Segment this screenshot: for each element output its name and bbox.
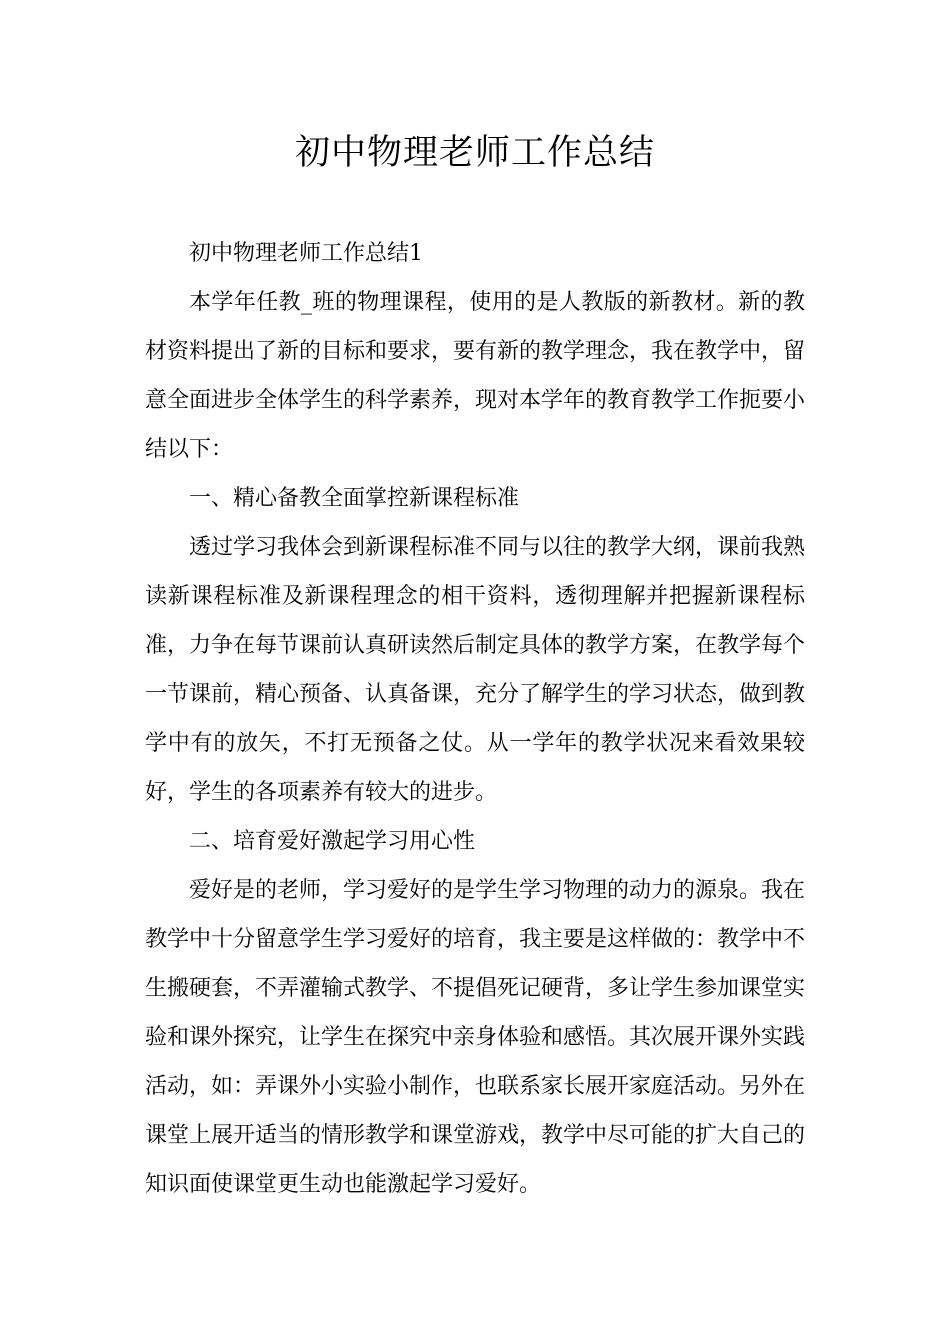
document-body — [145, 229, 805, 1209]
paragraph: 爱好是的老师，学习爱好的是学生学习物理的动力的源泉。我在教学中十分留意学生学习爱好的培育，我主要是这样做的：教学中不生搬硬套，不弄灌输式教学、不提倡死记硬背，多让学生参加课堂实验和课外探究，让学生在探究中亲身体验和感悟。其次展开课外实践活动，如：弄课外小实验小制作，也联系家长展开家庭活动。另外在课堂上展开适当的情形教学和课堂游戏，教学中尽可能的扩大自己的知识面使课堂更生动也能激起学习爱好。 — [145, 878, 806, 1197]
paragraph: 本学年任教_班的物理课程，使用的是人教版的新教材。新的教材资料提出了新的目标和要求，要有新的教学理念，我在教学中，留意全面进步全体学生的科学素养，现对本学年的教育教学工作扼要小结以下： — [145, 290, 806, 462]
section-heading: 二、培育爱好激起学习用心性 — [189, 829, 476, 854]
paragraph: 透过学习我体会到新课程标准不同与以往的教学大纲，课前我熟读新课程标准及新课程理念的相干资料，透彻理解并把握新课程标准，力争在每节课前认真研读然后制定具体的教学方案，在教学每个一节课前，精心预备、认真备课，充分了解学生的学习状态，做到教学中有的放矢，不打无预备之仗。从一学年的教学状况来看效果较好，学生的各项素养有较大的进步。 — [145, 535, 806, 805]
document-title: 初中物理老师工作总结 — [294, 133, 655, 173]
section-heading: 一、精心备教全面掌控新课程标准 — [189, 486, 520, 511]
section-heading: 初中物理老师工作总结1 — [189, 241, 423, 266]
